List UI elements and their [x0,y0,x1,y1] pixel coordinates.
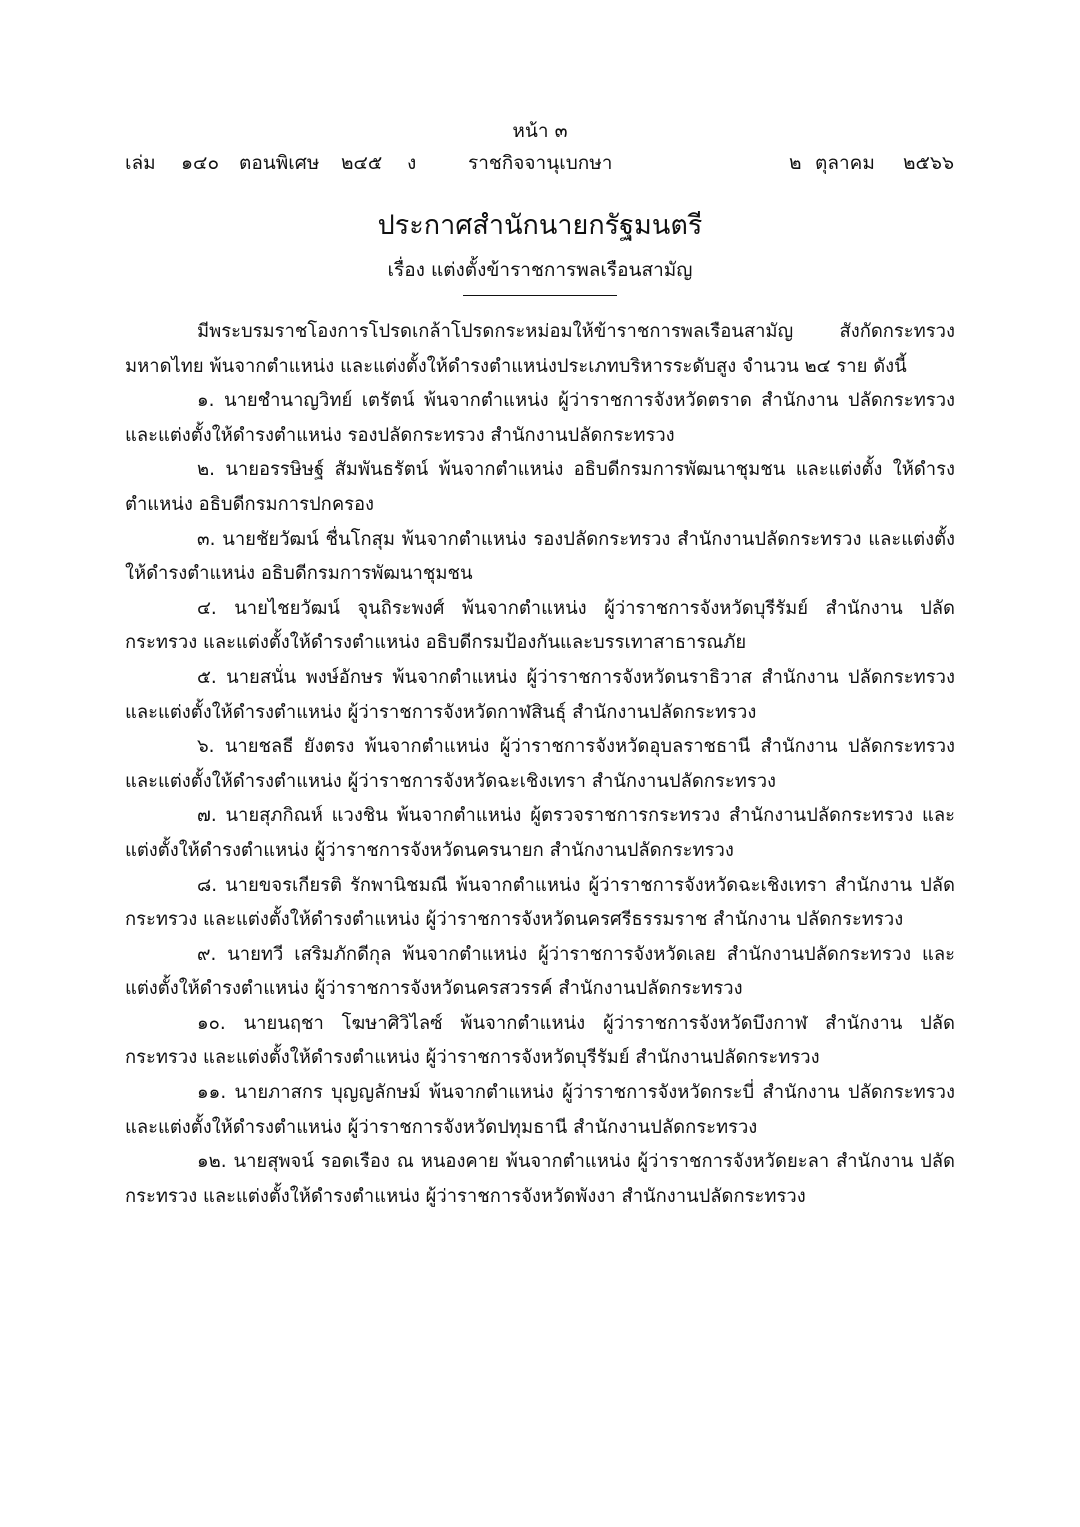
appointment-item: ๓. นายชัยวัฒน์ ชื่นโกสุม พ้นจากตำแหน่ง รองปลัดกระทรวง สำนักงานปลัดกระทรวง และแต่งตั้งให้ดำรงตำแหน่ง อธิบดีกรมการพัฒนาชุมชน [125,528,955,585]
volume-number: ๑๔๐ [181,152,220,174]
announcement-title: ประกาศสำนักนายกรัฐมนตรี [377,210,703,241]
appointment-item: ๖. นายชลธี ยังตรง พ้นจากตำแหน่ง ผู้ว่าราชการจังหวัดอุบลราชธานี สำนักงาน ปลัดกระทรวง และแต่งตั้งให้ดำรงตำแหน่ง ผู้ว่าราชการจังหวัดฉะเชิงเทรา สำนักงานปลัดกระทรวง [125,736,955,792]
section-number: ๒๔๕ [341,152,383,174]
appointment-item: ๑. นายชำนาญวิทย์ เตรัตน์ พ้นจากตำแหน่ง ผู้ว่าราชการจังหวัดตราด สำนักงาน ปลัดกระทรวง และแต่งตั้งให้ดำรงตำแหน่ง รองปลัดกระทรวง สำนักงานปลัดกระทรวง [125,390,955,446]
appointment-item: ๑๐. นายนฤชา โฆษาศิวิไลซ์ พ้นจากตำแหน่ง ผู้ว่าราชการจังหวัดบึงกาฬ สำนักงาน ปลัดกระทรวง และแต่งตั้งให้ดำรงตำแหน่ง ผู้ว่าราชการจังหวัดบุรีรัมย์ สำนักงานปลัดกระทรวง [125,1012,955,1069]
intro-paragraph: มีพระบรมราชโองการโปรดเกล้าโปรดกระหม่อมให้ข้าราชการพลเรือนสามัญ สังกัดกระทรวงมหาดไทย พ้นจากตำแหน่ง และแต่งตั้งให้ดำรงตำแหน่งประเภทบริหารระดับสูง จำนวน ๒๔ ราย ดังนี้ [125,321,955,377]
appointment-item: ๔. นายไชยวัฒน์ จุนถิระพงศ์ พ้นจากตำแหน่ง ผู้ว่าราชการจังหวัดบุรีรัมย์ สำนักงาน ปลัดกระทรวง และแต่งตั้งให้ดำรงตำแหน่ง อธิบดีกรมป้องกันและบรรเทาสาธารณภัย [125,597,955,654]
announcement-body [125,315,955,1214]
date-month: ตุลาคม [815,152,875,174]
appointment-item: ๒. นายอรรษิษฐ์ สัมพันธรัตน์ พ้นจากตำแหน่ง อธิบดีกรมการพัฒนาชุมชน และแต่งตั้ง ให้ดำรงตำแหน่ง อธิบดีกรมการปกครอง [125,459,955,515]
announcement-subject: เรื่อง แต่งตั้งข้าราชการพลเรือนสามัญ [387,259,693,281]
title-divider [463,295,617,296]
appointment-item: ๙. นายทวี เสริมภักดีกุล พ้นจากตำแหน่ง ผู้ว่าราชการจังหวัดเลย สำนักงานปลัดกระทรวง และแต่งตั้งให้ดำรงตำแหน่ง ผู้ว่าราชการจังหวัดนครสวรรค์ สำนักงานปลัดกระทรวง [125,943,955,1000]
gazette-name: ราชกิจจานุเบกษา [468,152,613,174]
appointment-item: ๑๒. นายสุพจน์ รอดเรือง ณ หนองคาย พ้นจากตำแหน่ง ผู้ว่าราชการจังหวัดยะลา สำนักงาน ปลัดกระทรวง และแต่งตั้งให้ดำรงตำแหน่ง ผู้ว่าราชการจังหวัดพังงา สำนักงานปลัดกระทรวง [125,1151,955,1207]
date-year: ๒๕๖๖ [903,152,955,174]
appointment-item: ๘. นายขจรเกียรติ รักพานิชมณี พ้นจากตำแหน่ง ผู้ว่าราชการจังหวัดฉะเชิงเทรา สำนักงาน ปลัดกระทรวง และแต่งตั้งให้ดำรงตำแหน่ง ผู้ว่าราชการจังหวัดนครศรีธรรมราช สำนักงาน ปลัดกระทรวง [125,874,955,931]
appointment-item: ๑๑. นายภาสกร บุญญลักษม์ พ้นจากตำแหน่ง ผู้ว่าราชการจังหวัดกระบี่ สำนักงาน ปลัดกระทรวง และแต่งตั้งให้ดำรงตำแหน่ง ผู้ว่าราชการจังหวัดปทุมธานี สำนักงานปลัดกระทรวง [125,1082,955,1138]
date-day: ๒ [789,152,802,174]
section-suffix: ง [407,152,417,174]
appointment-item: ๕. นายสนั่น พงษ์อักษร พ้นจากตำแหน่ง ผู้ว่าราชการจังหวัดนราธิวาส สำนักงาน ปลัดกระทรวง และแต่งตั้งให้ดำรงตำแหน่ง ผู้ว่าราชการจังหวัดกาฬสินธุ์ สำนักงานปลัดกระทรวง [125,666,955,723]
section-label: ตอนพิเศษ [239,152,320,174]
page-number: หน้า ๓ [512,120,568,142]
appointment-item: ๗. นายสุภกิณห์ แวงชิน พ้นจากตำแหน่ง ผู้ตรวจราชการกระทรวง สำนักงานปลัดกระทรวง และแต่งตั้งให้ดำรงตำแหน่ง ผู้ว่าราชการจังหวัดนครนายก สำนักงานปลัดกระทรวง [125,805,955,861]
volume-label: เล่ม [125,152,156,174]
gazette-header [125,148,963,178]
